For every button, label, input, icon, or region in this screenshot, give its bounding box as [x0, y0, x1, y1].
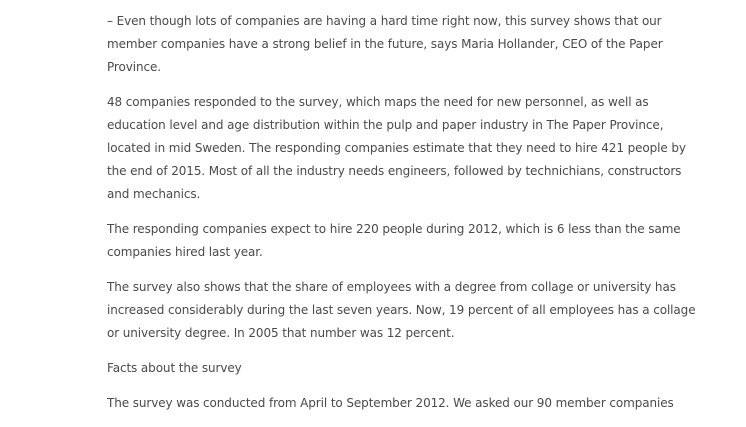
text-line: education level and age distribution within the pulp and paper industry in The Paper Province, [107, 118, 664, 132]
text-line: member companies have a strong belief in the future, says Maria Hollander, CEO of the Paper [107, 37, 663, 51]
text-line: Facts about the survey [107, 361, 242, 375]
text-line: The responding companies expect to hire 220 people during 2012, which is 6 less than the same [107, 222, 681, 236]
text-line: 48 companies responded to the survey, which maps the need for new personnel, as well as [107, 95, 649, 109]
text-line: increased considerably during the last seven years. Now, 19 percent of all employees has a collage [107, 303, 696, 317]
text-line: Province. [107, 60, 161, 74]
text-line: companies hired last year. [107, 245, 263, 259]
text-line: The survey also shows that the share of employees with a degree from collage or university has [107, 280, 676, 294]
text-line: located in mid Sweden. The responding companies estimate that they need to hire 421 people by [107, 141, 686, 155]
text-line: The survey was conducted from April to September 2012. We asked our 90 member companies [107, 396, 674, 410]
hiring-2012-paragraph [107, 218, 681, 264]
text-line: and mechanics. [107, 187, 201, 201]
survey-results-paragraph [107, 91, 686, 206]
text-line: or university degree. In 2005 that number was 12 percent. [107, 326, 455, 340]
quote-paragraph [107, 10, 663, 79]
survey-method-paragraph [107, 392, 674, 415]
text-line: the end of 2015. Most of all the industry needs engineers, followed by technichians, constructors [107, 164, 682, 178]
education-share-paragraph [107, 276, 696, 345]
facts-heading-paragraph [107, 357, 647, 380]
text-line: – Even though lots of companies are having a hard time right now, this survey shows that our [107, 14, 662, 28]
article-body [107, 10, 696, 427]
